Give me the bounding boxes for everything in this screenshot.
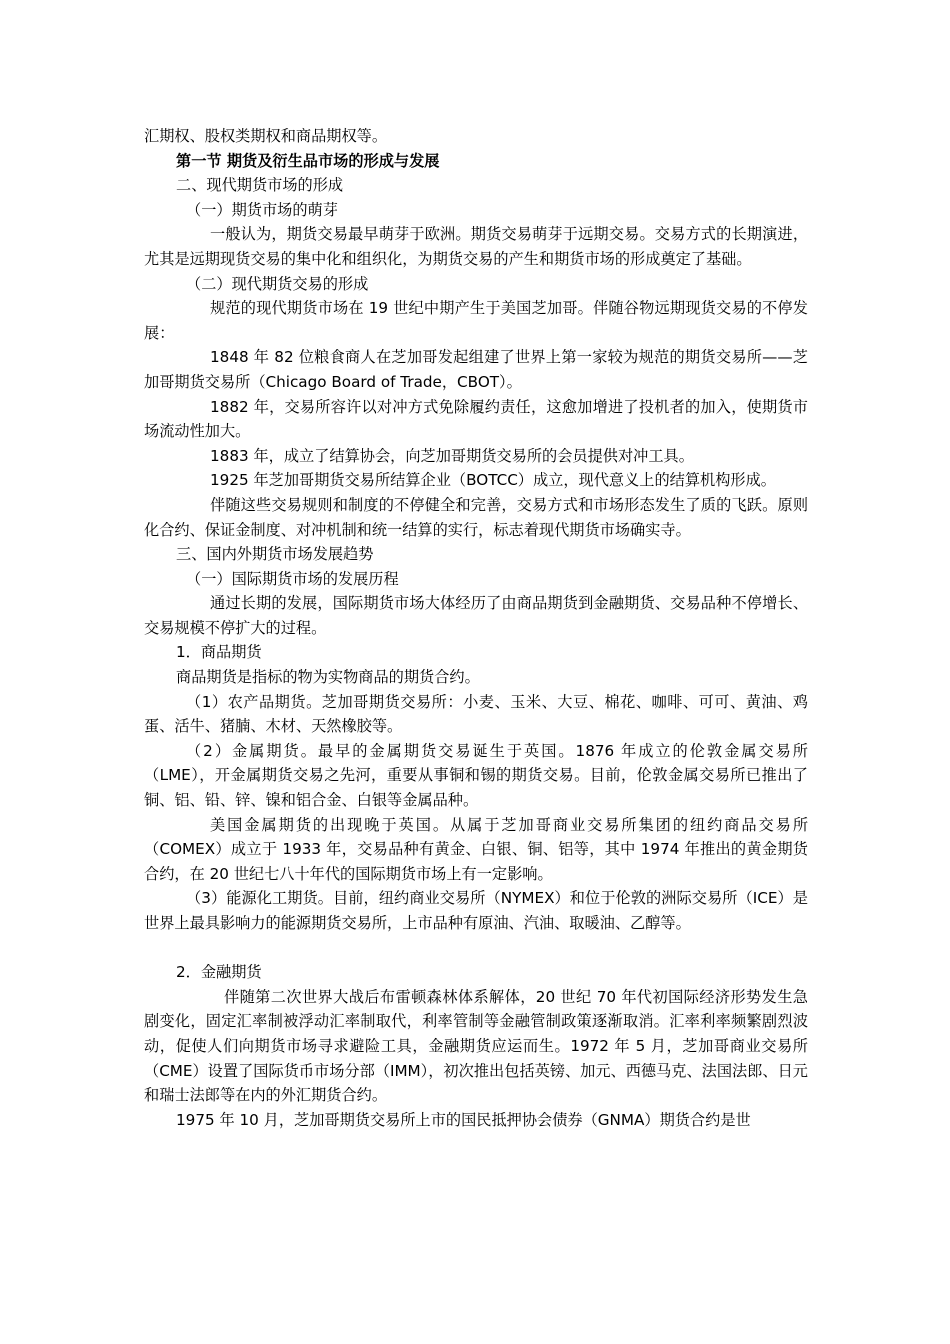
subsection-heading: 二、现代期货市场的形成 [176, 176, 344, 195]
subsubsection-heading: （二）现代期货交易的形成 [186, 274, 369, 293]
paragraph-continuation: 汇期权、股权类期权和商品期权等。 [144, 127, 387, 145]
paragraph: （3）能源化工期货。目前，纽约商业交易所（NYMEX）和位于伦敦的洲际交易所（ICE）是世界上最具影响力的能源期货交易所，上市品种有原油、汽油、取暖油、乙醇等。 [144, 889, 808, 932]
blank-line [144, 936, 808, 961]
paragraph: 1925 年芝加哥期货交易所结算企业（BOTCC）成立，现代意义上的结算机构形成。 [210, 471, 776, 490]
list-heading: 2．金融期货 [176, 963, 262, 982]
paragraph: 美国金属期货的出现晚于英国。从属于芝加哥商业交易所集团的纽约商品交易所（COMEX）成立于 1933 年，交易品种有黄金、白银、铜、铝等，其中 1974 年推出的黄金期货合约，在 20 世纪七八十年代的国际期货市场上有一定影响。 [144, 815, 808, 883]
subsection-heading: 三、国内外期货市场发展趋势 [176, 545, 374, 564]
paragraph: 伴随这些交易规则和制度的不停健全和完善，交易方式和市场形态发生了质的飞跃。原则化合约、保证金制度、对冲机制和统一结算的实行，标志着现代期货市场确实寺。 [144, 495, 808, 539]
subsubsection-heading: （一）期货市场的萌芽 [186, 200, 338, 219]
list-heading: 1．商品期货 [176, 643, 262, 662]
paragraph: 规范的现代期货市场在 19 世纪中期产生于美国芝加哥。伴随谷物远期现货交易的不停发展： [144, 299, 808, 342]
paragraph: 一般认为，期货交易最早萌芽于欧洲。期货交易萌芽于远期交易。交易方式的长期演进，尤其是远期现货交易的集中化和组织化，为期货交易的产生和期货市场的形成奠定了基础。 [144, 225, 808, 268]
paragraph: 通过长期的发展，国际期货市场大体经历了由商品期货到金融期货、交易品种不停增长、交易规模不停扩大的过程。 [144, 594, 808, 637]
paragraph: 1975 年 10 月，芝加哥期货交易所上市的国民抵押协会债券（GNMA）期货合约是世 [176, 1110, 751, 1129]
subsubsection-heading: （一）国际期货市场的发展历程 [186, 569, 399, 588]
paragraph: （2）金属期货。最早的金属期货交易诞生于英国。1876 年成立的伦敦金属交易所（LME），开金属期货交易之先河，重要从事铜和锡的期货交易。目前，伦敦金属交易所已推出了铜、铝、铅、锌、镍和铝合金、白银等金属品种。 [144, 741, 808, 810]
paragraph: 1883 年，成立了结算协会，向芝加哥期货交易所的会员提供对冲工具。 [210, 446, 694, 465]
section-heading: 第一节 期货及衍生品市场的形成与发展 [176, 151, 440, 170]
document-body [144, 124, 808, 1132]
paragraph: 商品期货是指标的物为实物商品的期货合约。 [176, 668, 480, 687]
paragraph: 1882 年，交易所容许以对冲方式免除履约责任，这愈加增进了投机者的加入，使期货市场流动性加大。 [144, 397, 808, 441]
paragraph: 1848 年 82 位粮食商人在芝加哥发起组建了世界上第一家较为规范的期货交易所——芝加哥期货交易所（Chicago Board of Trade，CBOT）。 [144, 348, 808, 391]
paragraph: 伴随第二次世界大战后布雷顿森林体系解体，20 世纪 70 年代初国际经济形势发生急剧变化，固定汇率制被浮动汇率制取代，利率管制等金融管制政策逐渐取消。汇率利率频繁剧烈波动，促使人们向期货市场寻求避险工具，金融期货应运而生。1972 年 5 月，芝加哥商业交易所（CME）设置了国际货币市场分部（IMM），初次推出包括英镑、加元、西德马克、法国法郎、日元和瑞士法郎等在内的外汇期货合约。 [144, 987, 808, 1105]
paragraph: （1）农产品期货。芝加哥期货交易所：小麦、玉米、大豆、棉花、咖啡、可可、黄油、鸡蛋、活牛、猪腩、木材、天然橡胶等。 [144, 692, 808, 736]
